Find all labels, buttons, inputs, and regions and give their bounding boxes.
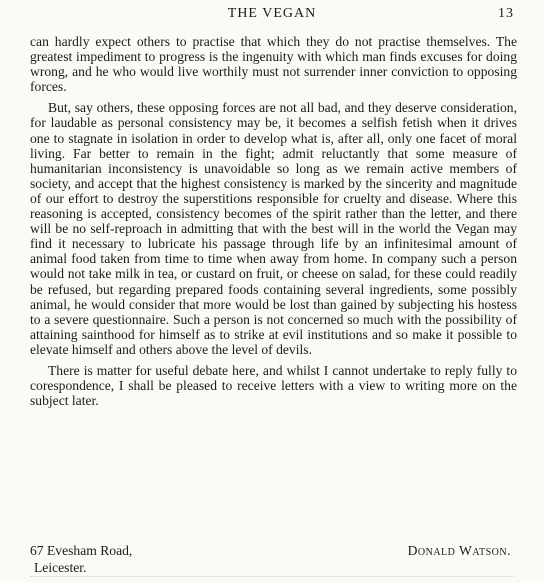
running-header (30, 6, 514, 28)
author-name: Donald Watson. (407, 543, 511, 558)
paragraph-closing: There is matter for useful debate here, and whilst I cannot undertake to reply fully to corespondence, I shall be pleased to receive letters with a view to writing more on the subject later. (30, 362, 517, 409)
signature-block (30, 542, 517, 576)
signature-row (30, 542, 517, 559)
journal-title: THE VEGAN (227, 6, 317, 21)
article-body (30, 34, 517, 414)
address-line-1: 67 Evesham Road, (30, 543, 133, 558)
paragraph-continuation: can hardly expect others to practise that which they do not practise themselves. The greatest impediment to progress is the ingenuity with which man finds excuses for doing wrong, and he who would live worthily must not surrender inner conviction to opposing forces. (30, 34, 517, 95)
page-number: 13 (498, 6, 514, 21)
paragraph-argument: But, say others, these opposing forces are not all bad, and they deserve consideration, for laudable as personal consistency may be, it becomes a selfish fetish when it drives one to stagnate in isolation in order to develop what is, after all, only one facet of moral living. Far better to remain in the fight; admit reluctantly that some measure of humanitarian inconsistency is unavoidable so long as we remain active members of society, and accept that the highest consistency is marked by the sincerity and magnitude of our effort to destroy the superstitions responsible for cruelty and disease. Where this reasoning is accepted, consistency becomes of the spirit rather than the letter, and there will be no self-reproach in admitting that with the best will in the world the Vegan may find it necessary to lubricate his passage through life by an infinitesimal amount of animal food taken from time to time when away from home. In company such a person would not take milk in tea, or custard on fruit, or cheese on salad, for these could readily be refused, but regarding prepared foods containing several ingredients, some possibly animal, he would consider that more would be lost than gained by subjecting his hostess to a severe questionnaire. Such a person is not concerned so much with the possibility of attaining sainthood for himself as to strike at evil institutions and so make it possible to elevate himself and others above the level of devils. (30, 100, 517, 357)
address-line-2: Leicester. (34, 560, 87, 575)
